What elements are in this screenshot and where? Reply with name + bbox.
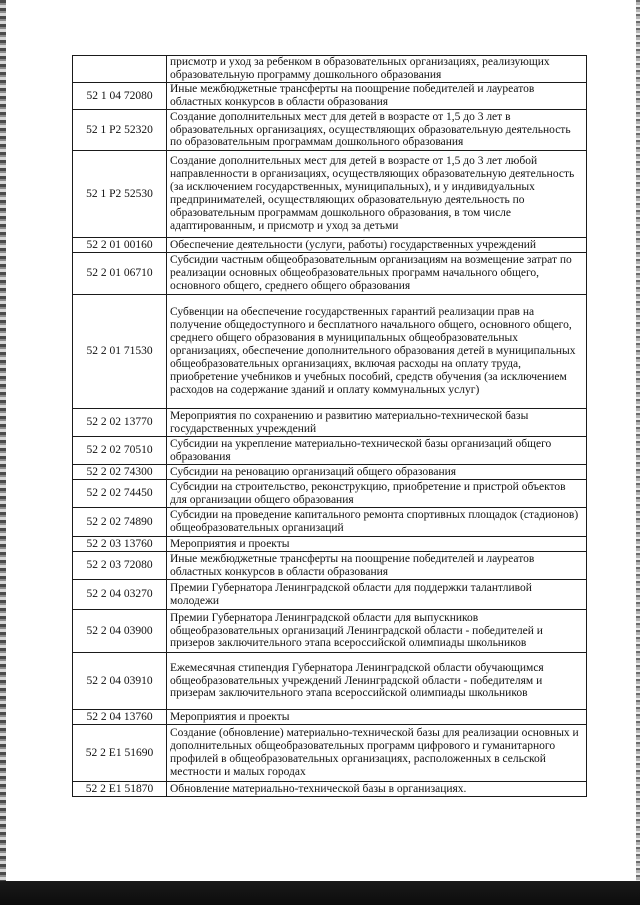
- table-row: [73, 56, 587, 83]
- row-code: 52 1 04 72080: [73, 83, 167, 110]
- row-code: 52 2 E1 51690: [73, 725, 167, 782]
- table-row: [73, 552, 587, 580]
- table-row: [73, 238, 587, 253]
- row-description: Создание дополнительных мест для детей в возрасте от 1,5 до 3 лет любой направленности в организациях, осуществляющих образовательную деятельность (за исключением государственных, муниципальных), и у индивидуальных предпринимателей, осуществляющих образовательную деятельность по образовательным программам дошкольного образования, в том числе адаптированным, и присмотр и уход за детьми: [167, 151, 587, 238]
- row-code: 52 2 02 74890: [73, 508, 167, 537]
- table-row: [73, 710, 587, 725]
- table-row: [73, 580, 587, 610]
- row-code: 52 2 01 06710: [73, 253, 167, 295]
- table-row: [73, 409, 587, 437]
- scan-edge-right: [636, 0, 640, 905]
- row-description: Субвенции на обеспечение государственных гарантий реализации прав на получение общедоступного и бесплатного начального общего, основного общего, среднего общего образования в муниципальных общеобразовательных организациях, обеспечение дополнительного образования детей в муниципальных общеобразовательных организациях, включая расходы на оплату труда, приобретение учебников и учебных пособий, средств обучения (за исключением расходов на содержание зданий и оплату коммунальных услуг): [167, 295, 587, 409]
- table-body: [73, 56, 587, 797]
- row-description: Обновление материально-технической базы в организациях.: [167, 782, 587, 797]
- table-row: [73, 295, 587, 409]
- row-code: 52 2 01 71530: [73, 295, 167, 409]
- row-description: Субсидии на укрепление материально-технической базы организаций общего образования: [167, 437, 587, 465]
- row-code: 52 2 04 03910: [73, 653, 167, 710]
- table-row: [73, 537, 587, 552]
- row-description: Мероприятия и проекты: [167, 537, 587, 552]
- row-code: 52 1 P2 52530: [73, 151, 167, 238]
- row-code: 52 2 03 72080: [73, 552, 167, 580]
- row-description: Субсидии частным общеобразовательным организациям на возмещение затрат по реализации основных общеобразовательных программ начального общего, основного общего, среднего общего образования: [167, 253, 587, 295]
- table-row: [73, 782, 587, 797]
- row-description: Мероприятия и проекты: [167, 710, 587, 725]
- row-code: 52 2 02 74300: [73, 465, 167, 480]
- table-row: [73, 253, 587, 295]
- row-description: Иные межбюджетные трансферты на поощрение победителей и лауреатов областных конкурсов в области образования: [167, 83, 587, 110]
- row-code: 52 2 04 03900: [73, 610, 167, 653]
- row-description: Премии Губернатора Ленинградской области для выпускников общеобразовательных организаций Ленинградской области - победителей и призеров заключительного этапа всероссийской олимпиады школьников: [167, 610, 587, 653]
- row-code: 52 2 02 70510: [73, 437, 167, 465]
- row-code: 52 2 02 13770: [73, 409, 167, 437]
- row-code: 52 1 P2 52320: [73, 110, 167, 151]
- scan-edge-left: [0, 0, 6, 905]
- row-code: 52 2 03 13760: [73, 537, 167, 552]
- table-row: [73, 465, 587, 480]
- table-row: [73, 437, 587, 465]
- row-code: 52 2 E1 51870: [73, 782, 167, 797]
- row-code: 52 2 01 00160: [73, 238, 167, 253]
- row-description: Обеспечение деятельности (услуги, работы) государственных учреждений: [167, 238, 587, 253]
- row-description: Субсидии на реновацию организаций общего образования: [167, 465, 587, 480]
- row-code: [73, 56, 167, 83]
- table-row: [73, 83, 587, 110]
- row-description: Создание (обновление) материально-технической базы для реализации основных и дополнительных общеобразовательных программ цифрового и гуманитарного профилей в общеобразовательных организациях, расположенных в сельской местности и малых городах: [167, 725, 587, 782]
- row-description: Премии Губернатора Ленинградской области для поддержки талантливой молодежи: [167, 580, 587, 610]
- row-code: 52 2 04 13760: [73, 710, 167, 725]
- row-description: Иные межбюджетные трансферты на поощрение победителей и лауреатов областных конкурсов в области образования: [167, 552, 587, 580]
- budget-codes-table: [72, 55, 587, 797]
- table-row: [73, 725, 587, 782]
- table-row: [73, 480, 587, 508]
- row-description: присмотр и уход за ребенком в образовательных организациях, реализующих образовательную программу дошкольного образования: [167, 56, 587, 83]
- row-description: Мероприятия по сохранению и развитию материально-технической базы государственных учреждений: [167, 409, 587, 437]
- table-row: [73, 653, 587, 710]
- row-code: 52 2 04 03270: [73, 580, 167, 610]
- row-description: Субсидии на проведение капитального ремонта спортивных площадок (стадионов) общеобразовательных организаций: [167, 508, 587, 537]
- row-description: Субсидии на строительство, реконструкцию, приобретение и пристрой объектов для организации общего образования: [167, 480, 587, 508]
- table-row: [73, 110, 587, 151]
- table-row: [73, 508, 587, 537]
- row-code: 52 2 02 74450: [73, 480, 167, 508]
- row-description: Создание дополнительных мест для детей в возрасте от 1,5 до 3 лет в образовательных организациях, осуществляющих образовательную деятельность по образовательным программам дошкольного образования: [167, 110, 587, 151]
- table-row: [73, 610, 587, 653]
- row-description: Ежемесячная стипендия Губернатора Ленинградской области обучающимся общеобразовательных учреждений Ленинградской области - победителям и призерам заключительного этапа всероссийской олимпиады школьников: [167, 653, 587, 710]
- scan-edge-bottom: [0, 881, 640, 905]
- table-row: [73, 151, 587, 238]
